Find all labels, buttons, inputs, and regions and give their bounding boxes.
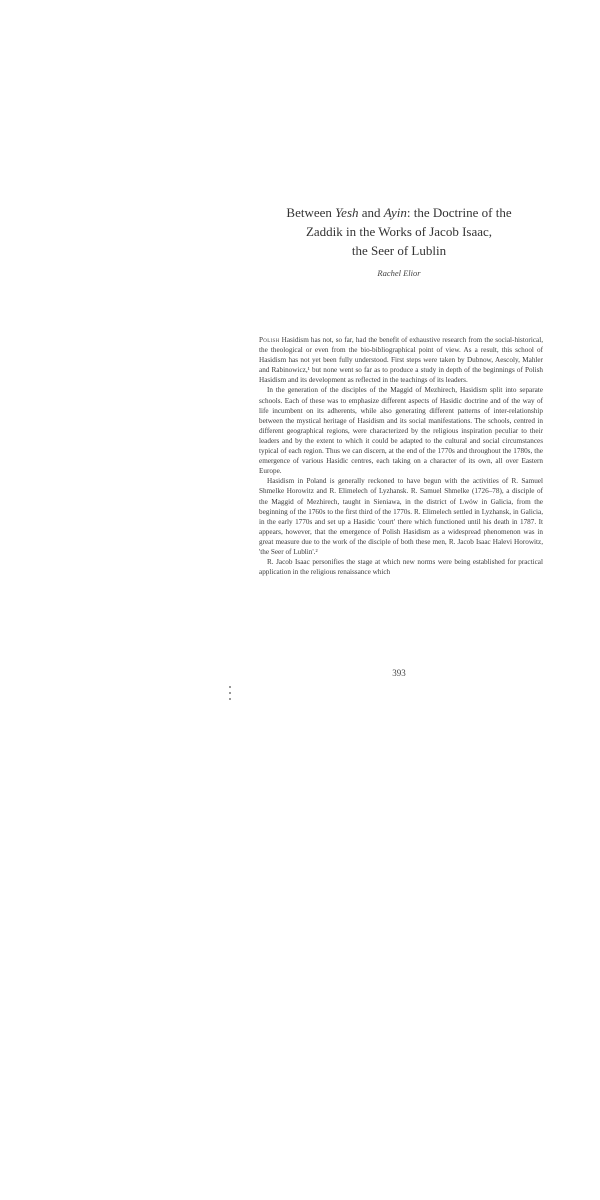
paragraph-1: Polish Hasidism has not, so far, had the benefit of exhaustive research from the social-historical, the theological or even from the bio-bibliographical point of view. As a result, this school of Hasidism has not yet been fully understood. First steps were taken by Dubnow, Aescoly, Mahler and Rabinowicz,¹ but none went so far as to produce a study in depth of the beginnings of Polish Hasidism and its development as reflected in the teachings of its leaders. [259,336,543,385]
article-title [255,203,543,260]
title-line-2: Zaddik in the Works of Jacob Isaac, [305,224,493,239]
title-line-3: the Seer of Lublin [351,243,447,258]
title-italic-ayin: Ayin [383,205,407,220]
paragraph-2: In the generation of the disciples of the Maggid of Mezhirech, Hasidism split into separate schools. Each of these was to emphasize different aspects of Hasidic doctrine and of the way of life incumbent on its adherents, while also generating different patterns of inter-relationship between the mystical heritage of Hasidism and its social manifestations. The schools, centred in different geographical regions, were characterized by the religious inspiration peculiar to their leaders and by the extent to which it could be adapted to the cultural and social circumstances typical of each region. Thus we can discern, at the end of the 1770s and throughout the 1780s, the emergence of various Hasidic centres, each taking on a character of its own, all over Eastern Europe. [259,386,543,476]
paragraph-3: Hasidism in Poland is generally reckoned to have begun with the activities of R. Samuel Shmelke Horowitz and R. Elimelech of Lyzhansk. R. Samuel Shmelke (1726–78), a disciple of the Maggid of Mezhirech, taught in Sieniawa, in the district of Lwów in Galicia, from the beginning of the 1760s to the first third of the 1770s. R. Elimelech settled in Lyzhansk, in Galicia, in the early 1770s and set up a Hasidic 'court' there which functioned until his death in 1787. It appears, however, that the emergence of Polish Hasidism as a widespread phenomenon was in great measure due to the work of the disciple of both these men, R. Jacob Isaac Halevi Horowitz, 'the Seer of Lublin'.² [259,477,543,556]
paragraph-4: R. Jacob Isaac personifies the stage at which new norms were being established for practical application in the religious renaissance which [259,558,543,577]
margin-marks [227,686,233,704]
margin-dot [229,692,231,694]
margin-dot [229,686,231,688]
paragraph-lead-word: Polish [259,336,280,344]
author-name: Rachel Elior [377,268,421,278]
title-italic-yesh: Yesh [335,205,359,220]
margin-dot [229,698,231,700]
article-body [259,335,543,577]
title-line-1: Between Yesh and Ayin: the Doctrine of the [286,205,512,220]
page-number: 393 [392,668,406,678]
